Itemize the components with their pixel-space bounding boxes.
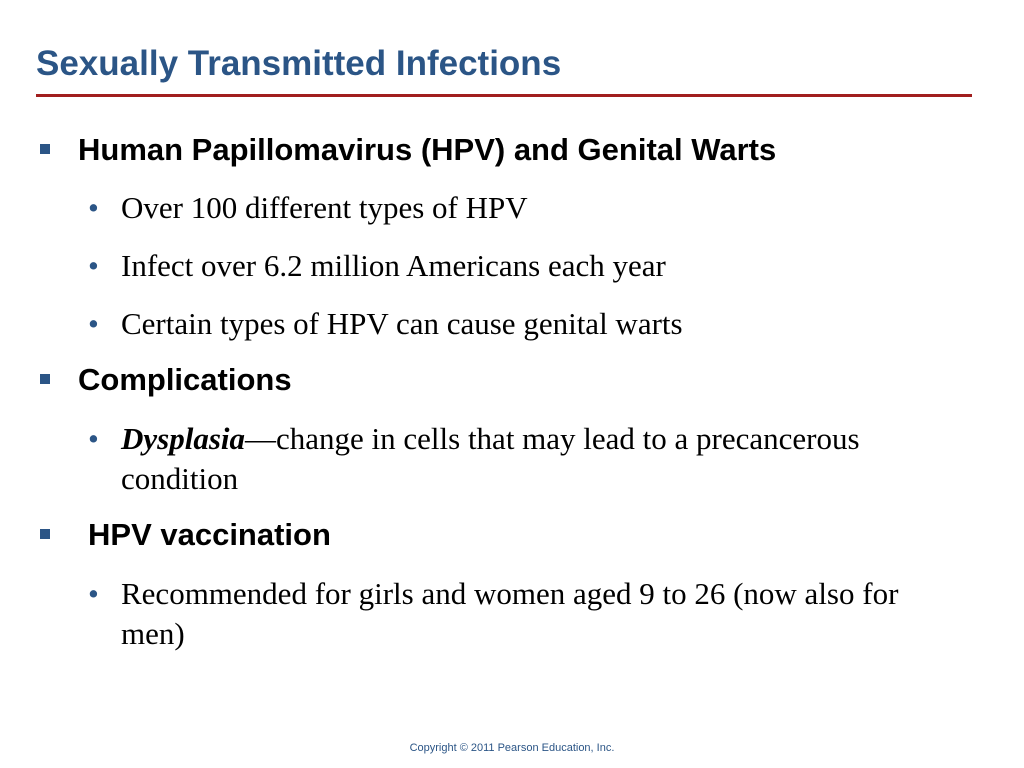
defined-term: Dysplasia [121, 421, 245, 456]
term-definition: —change in cells that may lead to a precancerous condition [121, 421, 860, 496]
slide-title: Sexually Transmitted Infections [36, 44, 562, 83]
list-item-text: Recommended for girls and women aged 9 to 26 (now also for men) [121, 576, 899, 651]
title-divider [36, 94, 972, 97]
list-item-text: Over 100 different types of HPV [121, 190, 528, 225]
section-heading-label: HPV vaccination [88, 517, 331, 552]
dot-bullet-icon: • [88, 190, 99, 225]
copyright-notice: Copyright © 2011 Pearson Education, Inc. [409, 742, 615, 754]
square-bullet-icon [40, 144, 50, 154]
dot-bullet-icon: • [88, 248, 99, 283]
square-bullet-icon [40, 529, 50, 539]
list-item-text [121, 419, 951, 499]
list-item-text: Infect over 6.2 million Americans each year [121, 248, 666, 283]
section-heading-label: Human Papillomavirus (HPV) and Genital Warts [78, 132, 777, 167]
dot-bullet-icon: • [88, 306, 99, 341]
section-heading-label: Complications [78, 362, 292, 397]
list-item-text: Certain types of HPV can cause genital warts [121, 306, 683, 341]
square-bullet-icon [40, 374, 50, 384]
dot-bullet-icon: • [88, 421, 99, 456]
dot-bullet-icon: • [88, 576, 99, 611]
